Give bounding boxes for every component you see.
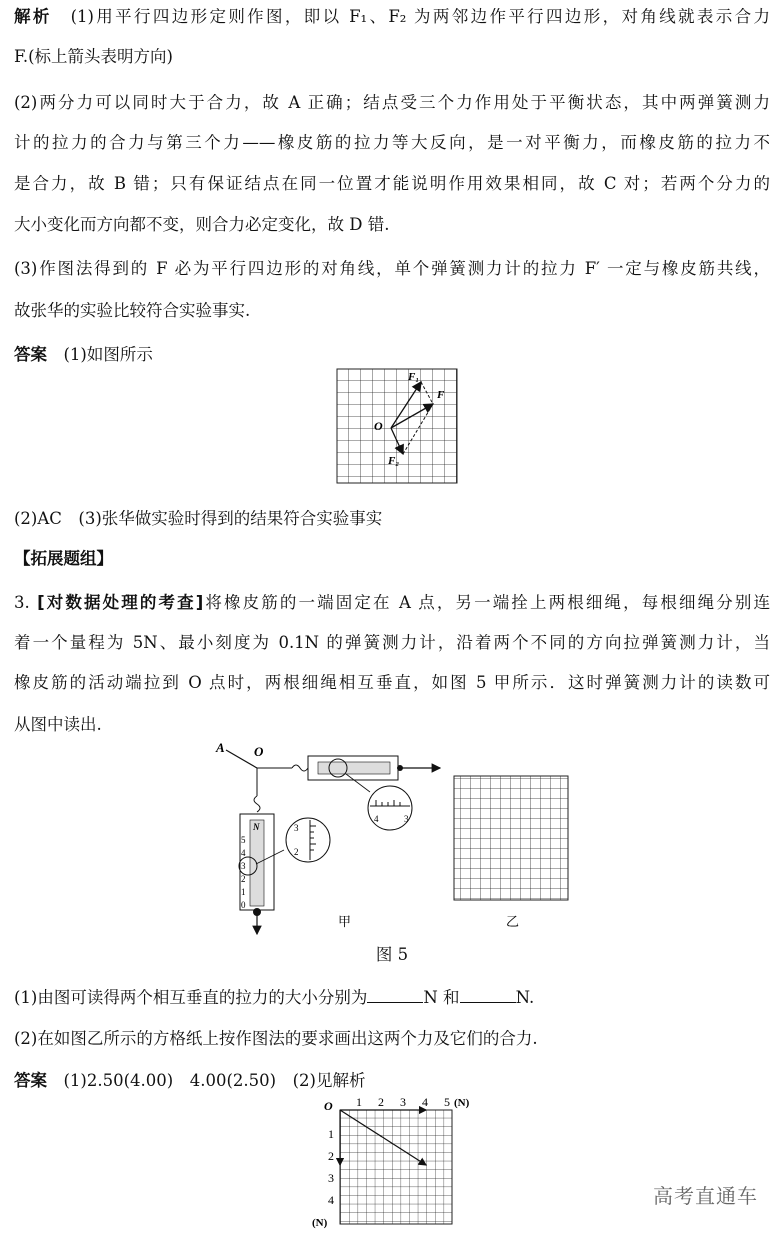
figure-5 [210,738,590,938]
x-tick-3: 3 [400,1095,406,1109]
point-o: O [254,744,264,759]
zoom-h-label-4: 4 [374,814,379,824]
question-3-line-2: 着一个量程为 5N、最小刻度为 0.1N 的弹簧测力计，沿着两个不同的方向拉弹簧测力计，当 [14,633,770,652]
x-unit: (N) [454,1097,470,1109]
blank-1[interactable] [367,986,423,1003]
axis-origin: O [324,1099,333,1113]
label-f: F [437,389,445,401]
answer-force-grid [306,1092,496,1232]
zoom-h-label-3: 3 [404,814,409,824]
question-3-line-3: 橡皮筋的活动端拉到 O 点时，两根细绳相互垂直，如图 5 甲所示．这时弹簧测力计的读数可 [14,673,770,692]
zoom-v-label-2: 2 [294,847,299,857]
watermark: 高考直通车 [653,1184,758,1208]
zoom-vertical [286,818,330,862]
label-yi: 乙 [506,914,520,929]
zoom-v-label-3: 3 [294,823,299,833]
answer-1-line-2: (2)AC (3)张华做实验时得到的结果符合实验事实 [14,509,383,528]
analysis-line-6: 大小变化而方向都不变，则合力必定变化，故 D 错. [14,215,390,234]
y-tick-4: 4 [328,1193,334,1207]
scale-3: 3 [241,861,246,871]
question-3-sub-1: (1)由图可读得两个相互垂直的拉力的大小分别为 N 和 N. [14,988,535,1007]
scale-4: 4 [241,848,246,858]
scale-5: 5 [241,835,246,845]
question-3-sub-2: (2)在如图乙所示的方格纸上按作图法的要求画出这两个力及它们的合力. [14,1029,538,1048]
scale-0: 0 [241,900,246,910]
y-tick-1: 1 [328,1127,334,1141]
analysis-line-3: (2)两分力可以同时大于合力，故 A 正确；结点受三个力作用处于平衡状态，其中两弹簧测力 [14,93,770,112]
question-3-line-1: 3. [对数据处理的考查]将橡皮筋的一端固定在 A 点，另一端拴上两根细绳，每根细绳分别连 [14,593,770,612]
x-tick-1: 1 [356,1095,362,1109]
analysis-line-5: 是合力，故 B 错；只有保证结点在同一位置才能说明作用效果相同，故 C 对；若两个分力的 [14,174,770,193]
point-a: A [216,740,225,755]
y-tick-2: 2 [328,1149,334,1163]
scale-2: 2 [241,874,246,884]
x-tick-5: 5 [444,1095,450,1109]
label-f1: F₁ [408,371,420,383]
scale-unit-n: N [253,822,260,832]
parallelogram-figure [336,368,460,486]
answer-1-line: 答案 (1)如图所示 [14,345,153,364]
figure-5-caption: 图 5 [375,945,409,964]
x-tick-2: 2 [378,1095,384,1109]
analysis-line-2: F.(标上箭头表明方向) [14,47,173,66]
label-f2: F₂ [388,455,400,467]
analysis-line-8: 故张华的实验比较符合实验事实. [14,301,251,320]
section-title: 【拓展题组】 [14,549,113,568]
label-o: O [374,419,383,433]
analysis-line-4: 计的拉力的合力与第三个力——橡皮筋的拉力等大反向，是一对平衡力，而橡皮筋的拉力不 [14,133,770,152]
question-3-line-4: 从图中读出. [14,715,102,734]
scale-1: 1 [241,887,246,897]
y-tick-3: 3 [328,1171,334,1185]
blank-2[interactable] [460,986,516,1003]
x-tick-4: 4 [422,1095,428,1109]
analysis-line-1: 解析 (1)用平行四边形定则作图，即以 F₁、F₂ 为两邻边作平行四边形，对角线就表示合力 [14,7,770,26]
label-jia: 甲 [338,914,352,929]
answer-3-line: 答案 (1)2.50(4.00) 4.00(2.50) (2)见解析 [14,1071,366,1090]
y-unit: (N) [312,1217,328,1229]
analysis-line-7: (3)作图法得到的 F 必为平行四边形的对角线，单个弹簧测力计的拉力 F′ 一定与橡皮筋共线， [14,259,770,278]
grid-paper-yi [454,776,568,900]
